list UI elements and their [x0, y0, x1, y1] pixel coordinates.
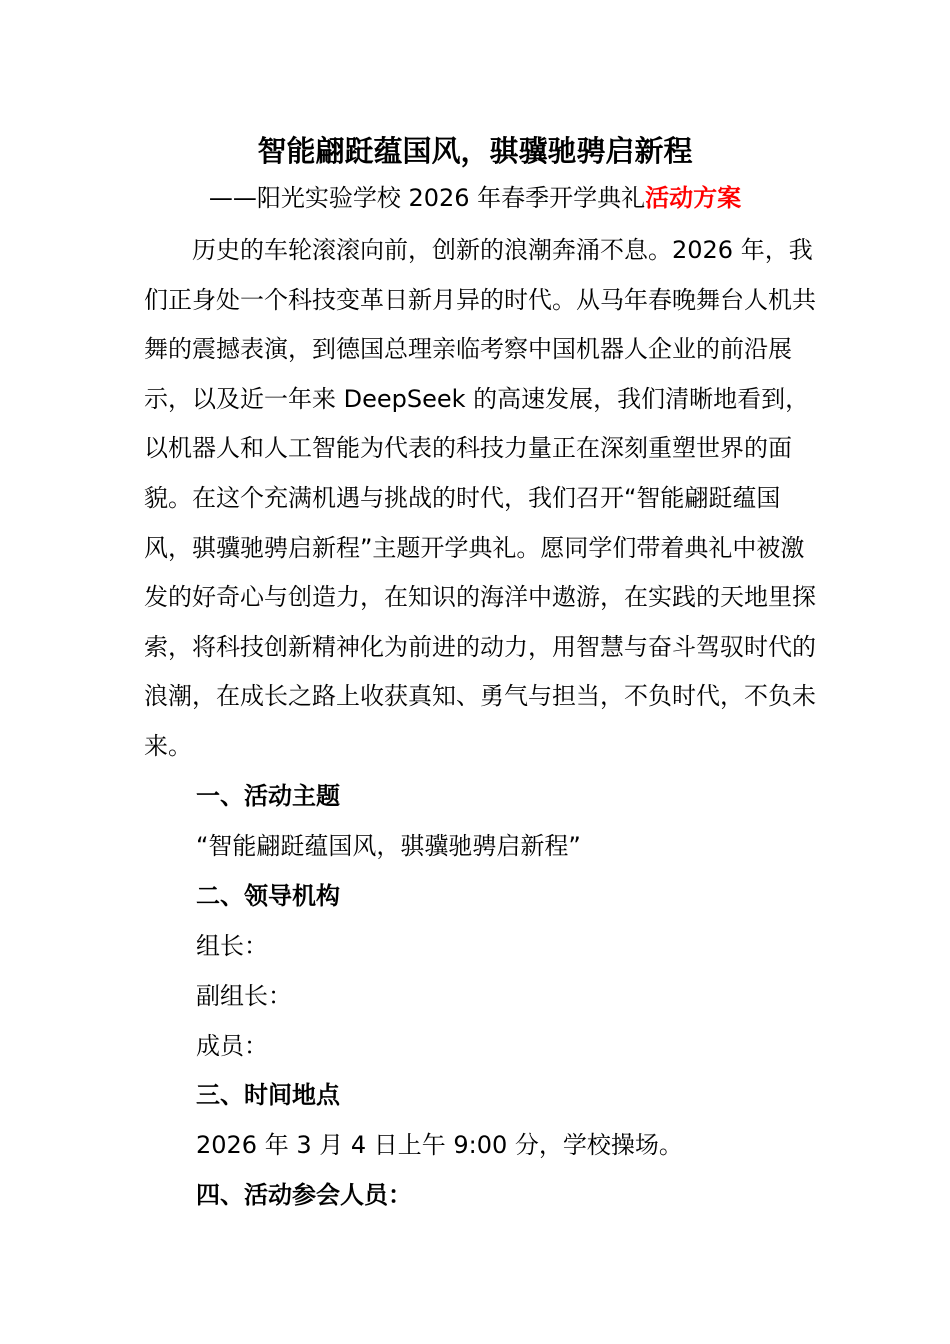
time-place-text: 2026 年 3 月 4 日上午 9:00 分，学校操场。	[196, 1131, 683, 1159]
section-heading-time-place: 三、时间地点	[196, 1081, 340, 1109]
member-label: 成员：	[196, 1032, 268, 1060]
section-heading-theme: 一、活动主题	[196, 782, 340, 810]
leader-label: 组长：	[196, 932, 268, 960]
section-heading-leadership: 二、领导机构	[196, 882, 340, 910]
document-title: 智能翩跹蕴国风，骐骥驰骋启新程	[257, 134, 693, 168]
deputy-leader-label: 副组长：	[196, 982, 292, 1010]
intro-paragraph: 历史的车轮滚滚向前，创新的浪潮奔涌不息。2026 年，我们正身处一个科技变革日新月异的时代。从马年春晚舞台人机共舞的震撼表演，到德国总理亲临考察中国机器人企业的前沿展示，以及近一年来 DeepSeek 的高速发展，我们清晰地看到，以机器人和人工智能为代表的科技力量正在深刻重塑世界的面貌。在这个充满机遇与挑战的时代，我们召开“智能翩跹蕴国风，骐骥驰骋启新程”主题开学典礼。愿同学们带着典礼中被激发的好奇心与创造力，在知识的海洋中遨游，在实践的天地里探索，将科技创新精神化为前进的动力，用智慧与奋斗驾驭时代的浪潮，在成长之路上收获真知、勇气与担当，不负时代，不负未来。	[144, 236, 816, 760]
subtitle-accent: 活动方案	[645, 184, 742, 212]
subtitle-prefix: ——阳光实验学校 2026 年春季开学典礼	[208, 184, 646, 212]
document-subtitle	[0, 178, 950, 218]
theme-text: “智能翩跹蕴国风，骐骥驰骋启新程”	[196, 832, 581, 860]
section-heading-attendees: 四、活动参会人员：	[196, 1181, 412, 1209]
